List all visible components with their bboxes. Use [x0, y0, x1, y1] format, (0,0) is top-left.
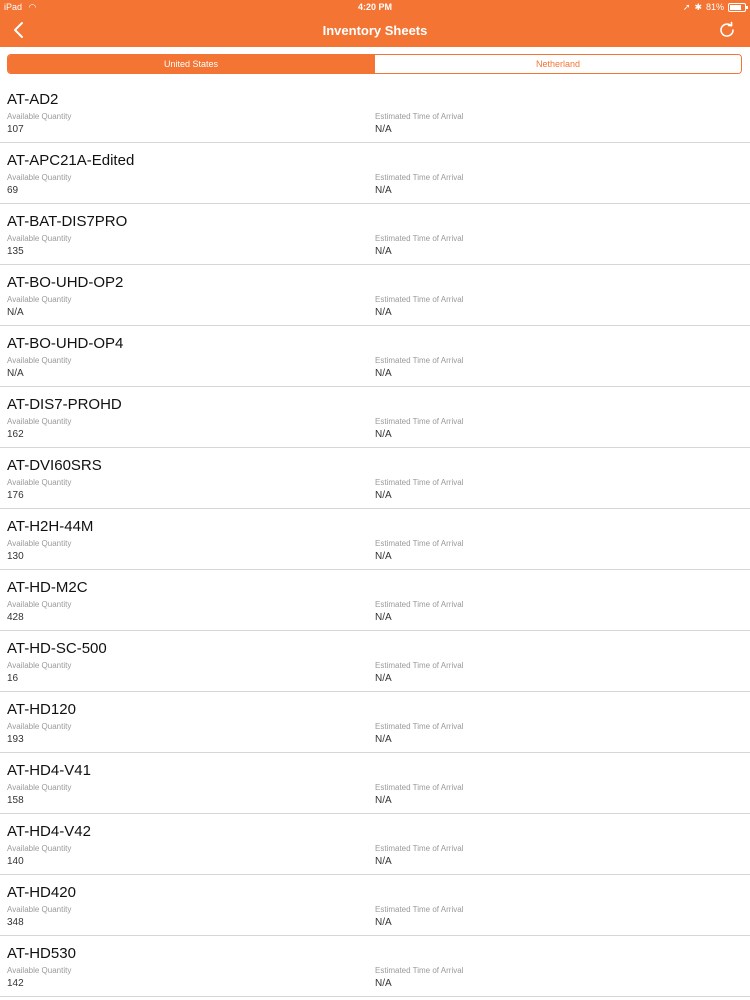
- list-item[interactable]: [0, 204, 750, 265]
- available-quantity-label: Available Quantity: [7, 905, 72, 914]
- item-name: AT-HD4-V42: [7, 823, 91, 840]
- item-name: AT-BO-UHD-OP4: [7, 335, 124, 352]
- list-item[interactable]: [0, 509, 750, 570]
- available-quantity-label: Available Quantity: [7, 966, 72, 975]
- eta-value: N/A: [375, 917, 392, 928]
- item-name: AT-BO-UHD-OP2: [7, 274, 124, 291]
- available-quantity-value: 140: [7, 856, 24, 867]
- eta-value: N/A: [375, 368, 392, 379]
- available-quantity-value: N/A: [7, 307, 24, 318]
- list-item[interactable]: [0, 570, 750, 631]
- available-quantity-value: 348: [7, 917, 24, 928]
- eta-label: Estimated Time of Arrival: [375, 417, 464, 426]
- eta-value: N/A: [375, 490, 392, 501]
- item-name: AT-HD120: [7, 701, 76, 718]
- eta-value: N/A: [375, 124, 392, 135]
- list-item[interactable]: [0, 936, 750, 997]
- battery-icon: [728, 3, 746, 12]
- inventory-list: [0, 82, 750, 997]
- eta-value: N/A: [375, 673, 392, 684]
- eta-label: Estimated Time of Arrival: [375, 905, 464, 914]
- list-item[interactable]: [0, 326, 750, 387]
- item-name: AT-APC21A-Edited: [7, 152, 135, 169]
- eta-value: N/A: [375, 856, 392, 867]
- available-quantity-label: Available Quantity: [7, 234, 72, 243]
- item-name: AT-HD420: [7, 884, 76, 901]
- eta-label: Estimated Time of Arrival: [375, 661, 464, 670]
- available-quantity-label: Available Quantity: [7, 356, 72, 365]
- item-name: AT-H2H-44M: [7, 518, 94, 535]
- available-quantity-value: 69: [7, 185, 19, 196]
- available-quantity-label: Available Quantity: [7, 844, 72, 853]
- item-name: AT-HD4-V41: [7, 762, 91, 779]
- region-segmented-control: [7, 54, 742, 74]
- available-quantity-value: 428: [7, 612, 24, 623]
- battery-percent: 81%: [705, 2, 724, 12]
- available-quantity-label: Available Quantity: [7, 783, 72, 792]
- nav-bar: [0, 14, 750, 47]
- eta-label: Estimated Time of Arrival: [375, 112, 464, 121]
- list-item[interactable]: [0, 387, 750, 448]
- bluetooth-icon: ✱: [694, 2, 702, 12]
- eta-value: N/A: [375, 734, 392, 745]
- available-quantity-label: Available Quantity: [7, 600, 72, 609]
- location-icon: ➚: [682, 2, 691, 12]
- list-item[interactable]: [0, 875, 750, 936]
- item-name: AT-HD-SC-500: [7, 640, 107, 657]
- item-name: AT-BAT-DIS7PRO: [7, 213, 128, 230]
- available-quantity-value: 130: [7, 551, 24, 562]
- available-quantity-label: Available Quantity: [7, 661, 72, 670]
- list-item[interactable]: [0, 265, 750, 326]
- eta-value: N/A: [375, 551, 392, 562]
- item-name: AT-AD2: [7, 91, 59, 108]
- available-quantity-label: Available Quantity: [7, 478, 72, 487]
- eta-label: Estimated Time of Arrival: [375, 844, 464, 853]
- eta-label: Estimated Time of Arrival: [375, 600, 464, 609]
- available-quantity-label: Available Quantity: [7, 295, 72, 304]
- available-quantity-value: 193: [7, 734, 24, 745]
- status-right: [683, 0, 746, 14]
- eta-label: Estimated Time of Arrival: [375, 539, 464, 548]
- eta-label: Estimated Time of Arrival: [375, 356, 464, 365]
- eta-label: Estimated Time of Arrival: [375, 295, 464, 304]
- available-quantity-value: 107: [7, 124, 24, 135]
- refresh-icon: [716, 19, 738, 41]
- available-quantity-value: 162: [7, 429, 24, 440]
- eta-label: Estimated Time of Arrival: [375, 234, 464, 243]
- available-quantity-label: Available Quantity: [7, 539, 72, 548]
- available-quantity-value: 135: [7, 246, 24, 257]
- item-name: AT-HD530: [7, 945, 76, 962]
- wifi-icon: ◠: [28, 2, 37, 12]
- list-item[interactable]: [0, 631, 750, 692]
- app-header: [0, 0, 750, 47]
- device-label: iPad: [4, 2, 23, 12]
- available-quantity-label: Available Quantity: [7, 173, 72, 182]
- available-quantity-value: N/A: [7, 368, 24, 379]
- battery-level: [730, 5, 741, 10]
- tab-netherland[interactable]: Netherland: [374, 55, 741, 73]
- list-item[interactable]: [0, 143, 750, 204]
- eta-label: Estimated Time of Arrival: [375, 722, 464, 731]
- eta-value: N/A: [375, 246, 392, 257]
- eta-value: N/A: [375, 307, 392, 318]
- item-name: AT-DIS7-PROHD: [7, 396, 122, 413]
- refresh-button[interactable]: [716, 19, 738, 41]
- available-quantity-value: 176: [7, 490, 24, 501]
- eta-value: N/A: [375, 795, 392, 806]
- status-time: 4:20 PM: [357, 2, 392, 12]
- status-bar: [0, 0, 750, 14]
- tab-united-states[interactable]: United States: [8, 55, 374, 73]
- eta-value: N/A: [375, 978, 392, 989]
- eta-value: N/A: [375, 429, 392, 440]
- list-item[interactable]: [0, 82, 750, 143]
- eta-label: Estimated Time of Arrival: [375, 966, 464, 975]
- available-quantity-value: 16: [7, 673, 19, 684]
- list-item[interactable]: [0, 814, 750, 875]
- available-quantity-label: Available Quantity: [7, 417, 72, 426]
- eta-label: Estimated Time of Arrival: [375, 173, 464, 182]
- eta-value: N/A: [375, 185, 392, 196]
- eta-value: N/A: [375, 612, 392, 623]
- list-item[interactable]: [0, 448, 750, 509]
- available-quantity-value: 142: [7, 978, 24, 989]
- list-item[interactable]: [0, 753, 750, 814]
- eta-label: Estimated Time of Arrival: [375, 783, 464, 792]
- list-item[interactable]: [0, 692, 750, 753]
- available-quantity-label: Available Quantity: [7, 112, 72, 121]
- page-title: Inventory Sheets: [322, 23, 428, 38]
- available-quantity-label: Available Quantity: [7, 722, 72, 731]
- item-name: AT-HD-M2C: [7, 579, 88, 596]
- available-quantity-value: 158: [7, 795, 24, 806]
- eta-label: Estimated Time of Arrival: [375, 478, 464, 487]
- item-name: AT-DVI60SRS: [7, 457, 102, 474]
